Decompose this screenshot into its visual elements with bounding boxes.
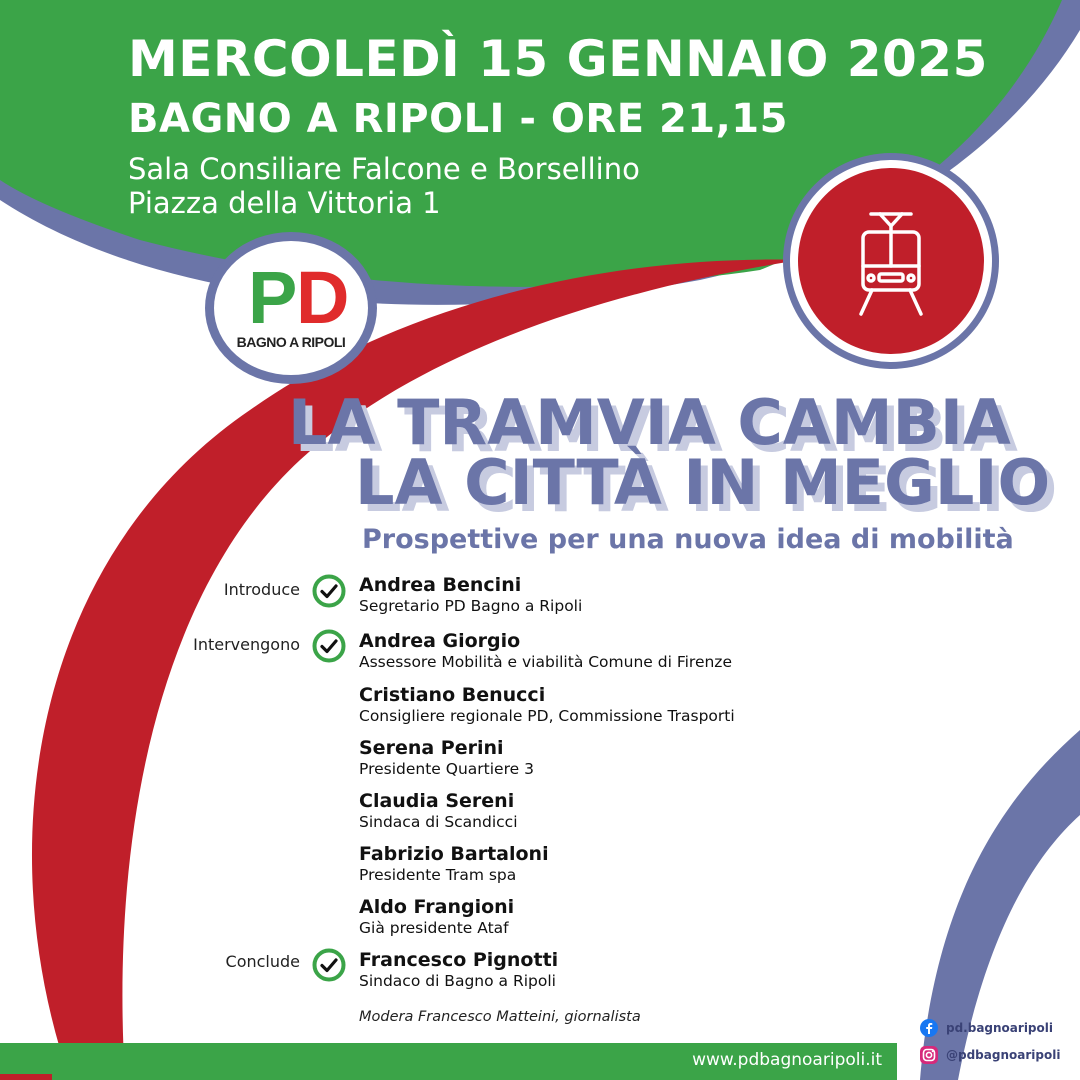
speaker-role: Sindaca di Scandicci [359,813,518,831]
speaker-name: Cristiano Benucci [359,684,546,706]
speaker-item [359,737,534,780]
facebook-link[interactable] [920,1019,1053,1037]
speaker-name: Fabrizio Bartaloni [359,843,549,865]
speaker-role: Sindaco di Bagno a Ripoli [359,972,556,990]
tram-badge [783,153,999,369]
program-label-conclude: Conclude [225,952,300,971]
moderator-note: Modera Francesco Matteini, giornalista [359,1009,641,1025]
headline-line-2: LA CITTÀ IN MEGLIO [355,446,1051,519]
speaker-item [359,790,518,833]
headline-subtitle: Prospettive per una nuova idea di mobilità [362,524,1014,555]
event-place-time: BAGNO A RIPOLI - ORE 21,15 [128,96,788,142]
speaker-role: Già presidente Ataf [359,919,509,937]
website-link[interactable]: www.pdbagnoaripoli.it [692,1050,882,1070]
speaker-item [359,843,549,886]
event-address: Piazza della Vittoria 1 [128,186,441,220]
event-venue: Sala Consiliare Falcone e Borsellino [128,152,640,186]
footer-red-accent [0,1074,52,1080]
check-icon [312,574,346,608]
speaker-name: Francesco Pignotti [359,949,559,971]
headline-line-1: LA TRAMVIA CAMBIA [288,386,1011,459]
speaker-item [359,574,582,617]
speaker-name: Claudia Sereni [359,790,515,812]
speaker-item [359,896,514,939]
program-label-introduce: Introduce [223,580,300,599]
speaker-item [359,630,732,673]
speaker-name: Andrea Bencini [359,574,522,596]
pd-logo-letter-p: P [248,256,294,339]
pd-logo-name: BAGNO A RIPOLI [236,334,346,350]
footer-bar [0,1043,897,1080]
speaker-role: Assessore Mobilità e viabilità Comune di Firenze [359,653,732,671]
instagram-handle: @pdbagnoaripoli [946,1048,1061,1062]
speaker-name: Andrea Giorgio [359,630,521,652]
speaker-role: Presidente Tram spa [359,866,517,884]
instagram-icon [920,1046,938,1064]
tram-badge-ring [790,160,992,362]
speaker-name: Serena Perini [359,737,504,759]
speaker-item [359,949,558,992]
check-icon [312,629,346,663]
speaker-item [359,684,735,727]
speaker-role: Segretario PD Bagno a Ripoli [359,597,583,615]
pd-logo [205,232,377,384]
check-icon [312,948,346,982]
speaker-name: Aldo Frangioni [359,896,515,918]
instagram-link[interactable] [920,1046,1060,1064]
event-date: MERCOLEDÌ 15 GENNAIO 2025 [128,30,988,88]
facebook-handle: pd.bagnoaripoli [946,1021,1053,1035]
facebook-icon [920,1019,938,1037]
program-label-intervengono: Intervengono [193,635,300,654]
pd-logo-letter-d: D [296,256,350,339]
tram-badge-circle [798,168,984,354]
speaker-role: Consigliere regionale PD, Commissione Trasporti [359,707,735,725]
tram-icon [846,210,936,320]
speaker-role: Presidente Quartiere 3 [359,760,534,778]
pd-logo-inner [214,241,368,375]
